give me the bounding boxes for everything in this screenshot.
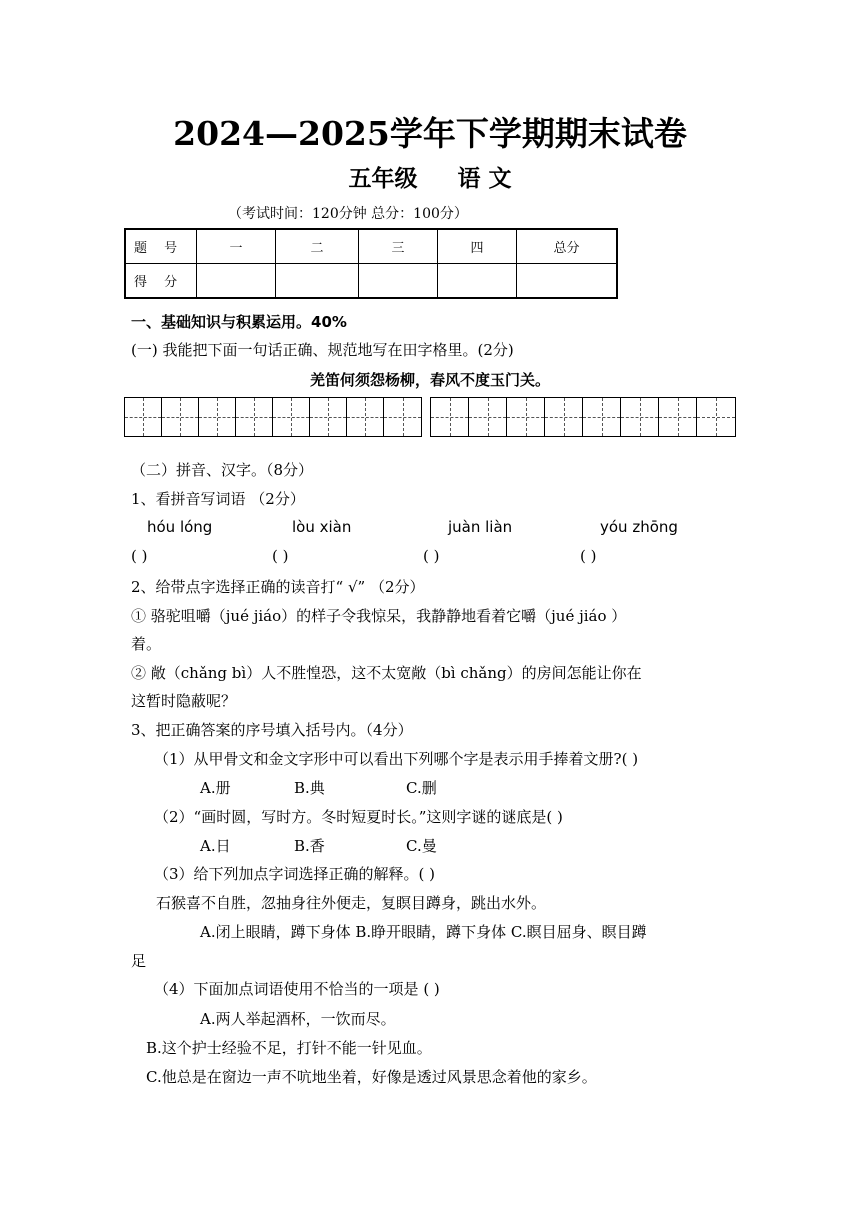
pinyin-2: lòu xiàn <box>292 518 352 536</box>
score-input-cell[interactable] <box>438 264 517 299</box>
pinyin-1: hóu lóng <box>147 518 213 536</box>
table-cell: 一 <box>197 229 276 264</box>
table-cell: 题 号 <box>125 229 197 264</box>
question-title: （二）拼音、汉字。（8分） <box>131 461 314 479</box>
section-heading: 一、基础知识与积累运用。40% <box>131 313 347 331</box>
grid-cell[interactable] <box>659 398 697 436</box>
grade-label: 五年级 <box>348 165 418 192</box>
option-b[interactable]: B.香 <box>294 837 325 855</box>
question-text: 着。 <box>131 635 162 653</box>
question-title: 3、把正确答案的序号填入括号内。（4分） <box>131 721 413 739</box>
exam-info: （考试时间：120分钟 总分：100分） <box>228 206 468 222</box>
question-text: 这暂时隐蔽呢？ <box>131 692 237 710</box>
grid-cell[interactable] <box>431 398 469 436</box>
question-options: A.闭上眼睛，蹲下身体 B.睁开眼睛，蹲下身体 C.瞑目屈身、瞑目蹲 <box>200 923 647 941</box>
answer-blank[interactable]: ( ) <box>580 547 597 565</box>
question-title: (一) 我能把下面一句话正确、规范地写在田字格里。(2分) <box>131 341 514 359</box>
option-a[interactable]: A.两人举起酒杯，一饮而尽。 <box>200 1010 396 1028</box>
question-title: 1、看拼音写词语 （2分） <box>131 490 305 508</box>
score-table-header-row <box>125 229 617 264</box>
grid-cell[interactable] <box>583 398 621 436</box>
grid-cell[interactable] <box>507 398 545 436</box>
question-text: （2）“画时圆，写时方。冬时短夏时长。”这则字谜的谜底是( ) <box>154 808 563 826</box>
option-b[interactable]: B.典 <box>294 779 325 797</box>
grid-cell[interactable] <box>545 398 583 436</box>
grid-cell[interactable] <box>273 398 310 436</box>
question-text: ② 敞（chǎng bì）人不胜惶恐，这不太宽敞（bì chǎng）的房间怎能让你在 <box>131 664 642 682</box>
answer-blank[interactable]: ( ) <box>131 547 148 565</box>
writing-grid-right[interactable] <box>430 397 736 437</box>
score-input-cell[interactable] <box>197 264 276 299</box>
question-text: （4）下面加点词语使用不恰当的一项是 ( ) <box>154 980 440 998</box>
score-table <box>124 228 618 299</box>
option-a[interactable]: A.日 <box>200 837 231 855</box>
score-table-score-row <box>125 264 617 299</box>
copy-sentence: 羌笛何须怨杨柳，春风不度玉门关。 <box>309 371 550 389</box>
score-input-cell[interactable] <box>517 264 618 299</box>
grid-cell[interactable] <box>236 398 273 436</box>
grid-cell[interactable] <box>347 398 384 436</box>
table-cell: 三 <box>359 229 438 264</box>
option-c[interactable]: C.删 <box>406 779 437 797</box>
table-cell: 得 分 <box>125 264 197 299</box>
score-input-cell[interactable] <box>276 264 359 299</box>
option-b[interactable]: B.这个护士经验不足，打针不能一针见血。 <box>146 1039 432 1057</box>
answer-blank[interactable]: ( ) <box>423 547 440 565</box>
table-cell: 四 <box>438 229 517 264</box>
exam-subtitle <box>0 160 860 193</box>
score-input-cell[interactable] <box>359 264 438 299</box>
question-title: 2、给带点字选择正确的读音打“ √” （2分） <box>131 578 425 596</box>
pinyin-4: yóu zhōng <box>600 518 678 536</box>
pinyin-3: juàn liàn <box>448 518 513 536</box>
question-text: （1）从甲骨文和金文字形中可以看出下列哪个字是表示用手捧着文册?( ) <box>154 750 639 768</box>
grid-cell[interactable] <box>310 398 347 436</box>
question-options: 足 <box>131 952 147 970</box>
grid-cell[interactable] <box>384 398 421 436</box>
table-cell: 总分 <box>517 229 618 264</box>
exam-title: 2024—2025学年下学期期末试卷 <box>173 114 687 153</box>
option-c[interactable]: C.他总是在窗边一声不吭地坐着，好像是透过风景思念着他的家乡。 <box>146 1068 597 1086</box>
question-text: ① 骆驼咀嚼（jué jiáo）的样子令我惊呆，我静静地看着它嚼（jué jiáo ） <box>131 607 627 625</box>
grid-cell[interactable] <box>697 398 735 436</box>
table-cell: 二 <box>276 229 359 264</box>
option-c[interactable]: C.曼 <box>406 837 437 855</box>
question-text: （3）给下列加点字词选择正确的解释。( ) <box>154 865 436 883</box>
grid-cell[interactable] <box>162 398 199 436</box>
option-a[interactable]: A.册 <box>200 779 231 797</box>
writing-grid-left[interactable] <box>124 397 422 437</box>
grid-cell[interactable] <box>125 398 162 436</box>
subject-label: 语 文 <box>457 165 512 192</box>
grid-cell[interactable] <box>199 398 236 436</box>
grid-cell[interactable] <box>469 398 507 436</box>
answer-blank[interactable]: ( ) <box>272 547 289 565</box>
question-text: 石猴喜不自胜，忽抽身往外便走，复瞑目蹲身，跳出水外。 <box>156 894 547 912</box>
grid-cell[interactable] <box>621 398 659 436</box>
